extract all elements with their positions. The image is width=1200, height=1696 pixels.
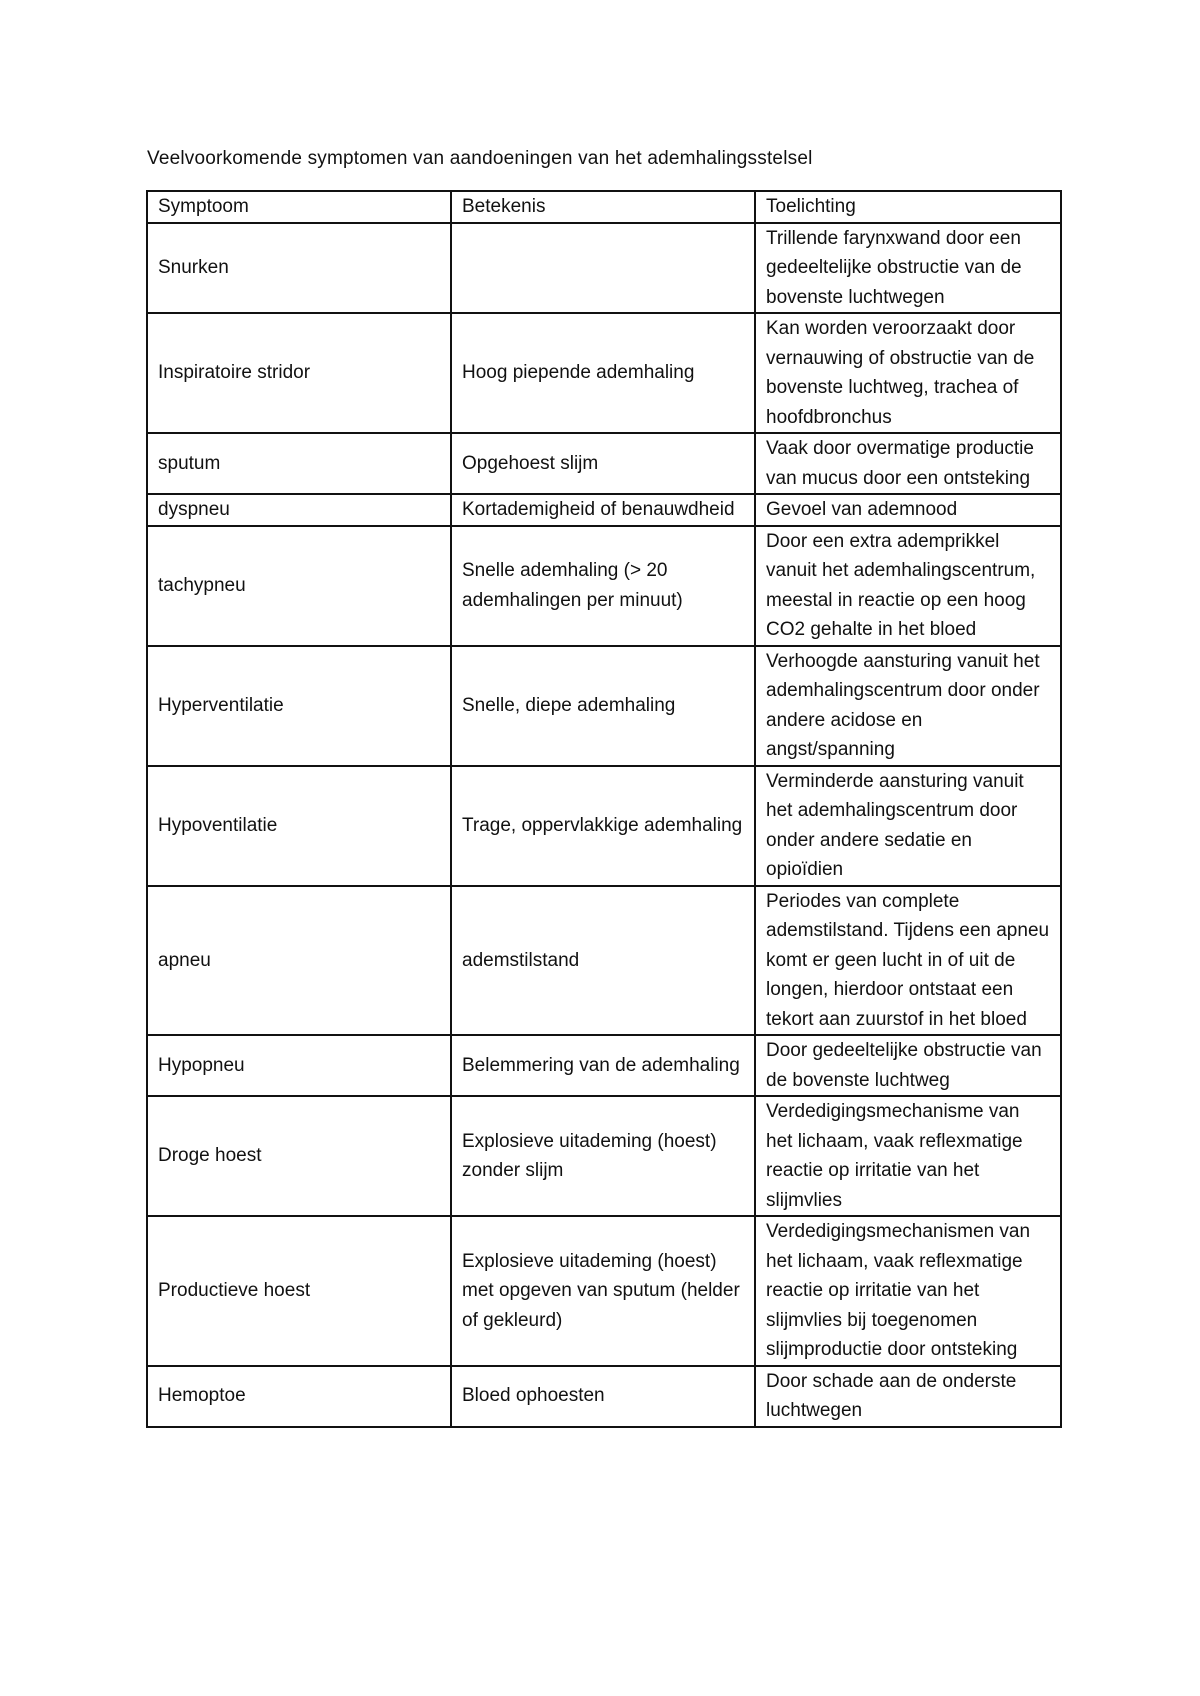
table-row (147, 313, 1061, 433)
cell-meaning: Trage, oppervlakkige ademhaling (451, 766, 755, 886)
cell-explanation: Door een extra ademprikkel vanuit het ademhalingscentrum, meestal in reactie op een hoog CO2 gehalte in het bloed (755, 526, 1061, 646)
cell-symptom: Snurken (147, 223, 451, 314)
cell-symptom: Hypopneu (147, 1035, 451, 1096)
table-row (147, 223, 1061, 314)
cell-meaning: Belemmering van de ademhaling (451, 1035, 755, 1096)
header-explanation: Toelichting (755, 191, 1061, 223)
cell-meaning: Snelle ademhaling (> 20 ademhalingen per minuut) (451, 526, 755, 646)
cell-meaning: Kortademigheid of benauwdheid (451, 494, 755, 526)
cell-symptom: Inspiratoire stridor (147, 313, 451, 433)
cell-meaning: Bloed ophoesten (451, 1366, 755, 1427)
cell-explanation: Vaak door overmatige productie van mucus door een ontsteking (755, 433, 1061, 494)
cell-explanation: Periodes van complete ademstilstand. Tijdens een apneu komt er geen lucht in of uit de longen, hierdoor ontstaat een tekort aan zuurstof in het bloed (755, 886, 1061, 1036)
cell-explanation: Door gedeeltelijke obstructie van de bovenste luchtweg (755, 1035, 1061, 1096)
table-header-row (147, 191, 1061, 223)
cell-meaning: Explosieve uitademing (hoest) zonder slijm (451, 1096, 755, 1216)
cell-meaning: Explosieve uitademing (hoest) met opgeven van sputum (helder of gekleurd) (451, 1216, 755, 1366)
cell-symptom: Droge hoest (147, 1096, 451, 1216)
table-row (147, 433, 1061, 494)
cell-symptom: Hyperventilatie (147, 646, 451, 766)
header-meaning: Betekenis (451, 191, 755, 223)
table-row (147, 1366, 1061, 1427)
cell-symptom: Productieve hoest (147, 1216, 451, 1366)
cell-meaning: Opgehoest slijm (451, 433, 755, 494)
cell-symptom: Hypoventilatie (147, 766, 451, 886)
table-row (147, 1096, 1061, 1216)
cell-symptom: apneu (147, 886, 451, 1036)
table-row (147, 766, 1061, 886)
table-row (147, 494, 1061, 526)
cell-explanation: Trillende farynxwand door een gedeeltelijke obstructie van de bovenste luchtwegen (755, 223, 1061, 314)
table-row (147, 646, 1061, 766)
cell-meaning: ademstilstand (451, 886, 755, 1036)
cell-explanation: Door schade aan de onderste luchtwegen (755, 1366, 1061, 1427)
header-symptom: Symptoom (147, 191, 451, 223)
table-row (147, 1216, 1061, 1366)
cell-symptom: sputum (147, 433, 451, 494)
table-row (147, 886, 1061, 1036)
cell-explanation: Verdedigingsmechanismen van het lichaam, vaak reflexmatige reactie op irritatie van het slijmvlies bij toegenomen slijmproductie door ontsteking (755, 1216, 1061, 1366)
document-title: Veelvoorkomende symptomen van aandoeningen van het ademhalingsstelsel (147, 148, 813, 169)
cell-explanation: Verdedigingsmechanisme van het lichaam, vaak reflexmatige reactie op irritatie van het slijmvlies (755, 1096, 1061, 1216)
cell-explanation: Kan worden veroorzaakt door vernauwing of obstructie van de bovenste luchtweg, trachea of hoofdbronchus (755, 313, 1061, 433)
cell-symptom: Hemoptoe (147, 1366, 451, 1427)
cell-explanation: Verminderde aansturing vanuit het ademhalingscentrum door onder andere sedatie en opioïdien (755, 766, 1061, 886)
cell-meaning: Snelle, diepe ademhaling (451, 646, 755, 766)
cell-meaning (451, 223, 755, 314)
cell-explanation: Verhoogde aansturing vanuit het ademhalingscentrum door onder andere acidose en angst/spanning (755, 646, 1061, 766)
cell-symptom: dyspneu (147, 494, 451, 526)
cell-meaning: Hoog piepende ademhaling (451, 313, 755, 433)
cell-explanation: Gevoel van ademnood (755, 494, 1061, 526)
cell-symptom: tachypneu (147, 526, 451, 646)
table-row (147, 526, 1061, 646)
table-row (147, 1035, 1061, 1096)
symptoms-table (146, 190, 1062, 1428)
